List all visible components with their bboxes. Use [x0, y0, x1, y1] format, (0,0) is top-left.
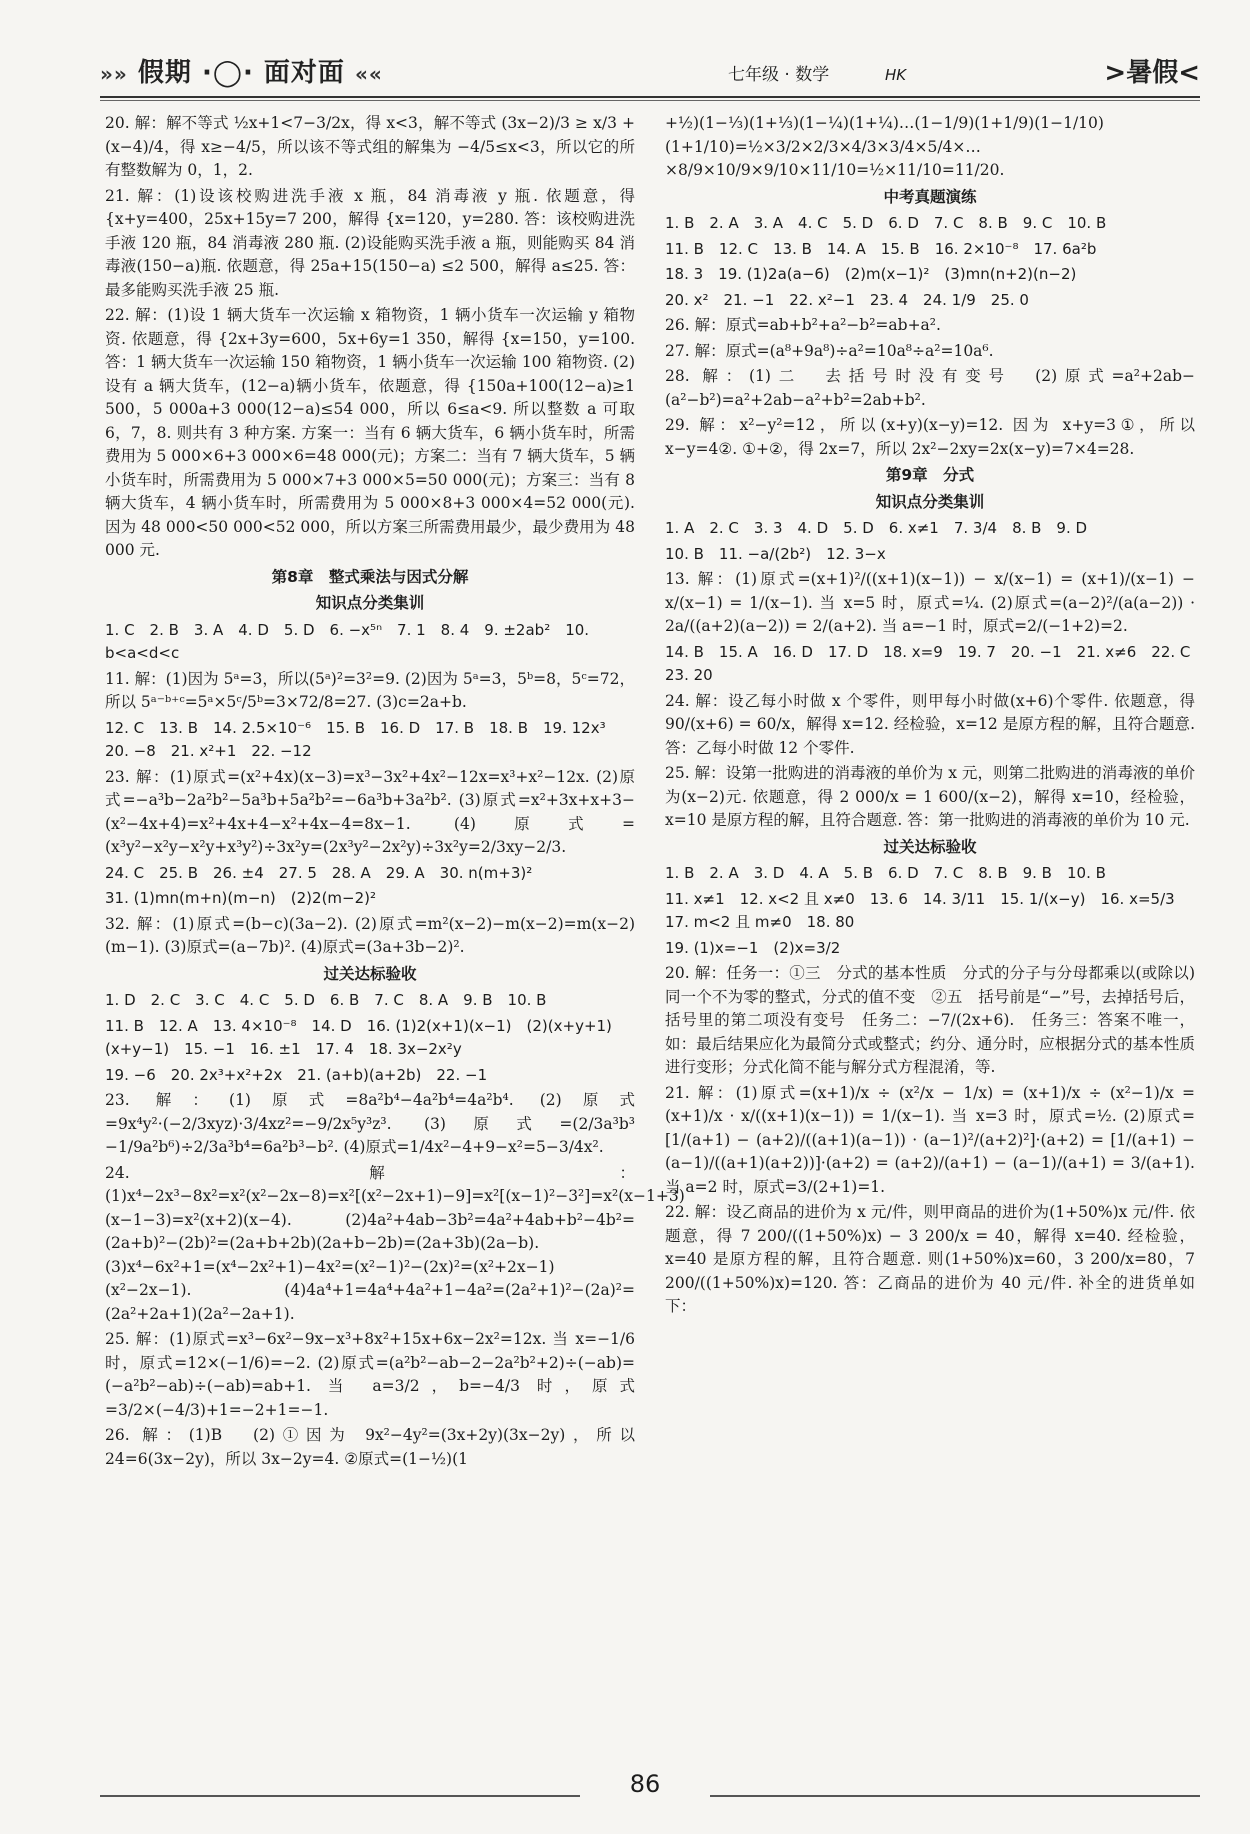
answer-24: 24. 解：设乙每小时做 x 个零件，则甲每小时做(x+6)个零件. 依题意，得 90/(x+6) = 60/x，解得 x=12. 经检验，x=12 是原方程的解，且符合题意. 答：乙每小时做 12 个零件.: [665, 691, 1195, 757]
answer-28: 28. 解：(1)二 去括号时没有变号 (2)原式=a²+2ab−(a²−b²)=a²+2ab−a²+b²=2ab+b².: [665, 367, 1195, 409]
answers-18-19: 18. 3 19. (1)2a(a−6) (2)m(x−1)² (3)mn(n+2)(n−2): [665, 265, 1077, 283]
section-title: 中考真题演练: [883, 187, 977, 206]
answer-22: 22. 解：(1)设 1 辆大货车一次运输 x 箱物资，1 辆小货车一次运输 y 箱物资. 依题意，得 {2x+3y=600，5x+6y=1 350，解得 {x=150，y=100. 答：1 辆大货车一次运输 150 箱物资，1 辆小货车一次运输 100 箱物资. (2)设有 a 辆大货车，(12−a)辆小货车，依题意，得 {150a+100(12−a)≥1 500，5 000a+3 000(12−a)≤54 000，所以 6≤a<9. 所以整数 a 可取 6，7，8. 则共有 3 种方案. 方案一：当有 6 辆大货车，6 辆小货车时，所需费用为 5 000×6+3 000×6=48 000(元)；方案二：当有 7 辆大货车，5 辆小货车时，所需费用为 5 000×7+3 000×5=50 000(元)；方案三：当有 8 辆大货车，4 辆小货车时，所需费用为 5 000×8+3 000×4=52 000(元). 因为 48 000<50 000<52 000，所以方案三所需费用最少，最少费用为 48 000 元.: [105, 306, 635, 559]
answers-1-10: 1. C 2. B 3. A 4. D 5. D 6. −x⁵ⁿ 7. 1 8. 4 9. ±2ab² 10. b<a<d<c: [105, 620, 590, 662]
page-number: 86: [629, 1770, 661, 1798]
answer-26: 26. 解：原式=ab+b²+a²−b²=ab+a².: [665, 316, 941, 334]
answers-20-25: 20. x² 21. −1 22. x²−1 23. 4 24. 1/9 25. 0: [665, 290, 1029, 309]
answer-29: 29. 解：x²−y²=12，所以(x+y)(x−y)=12. 因为 x+y=3①，所以 x−y=4②. ①+②，得 2x=7，所以 2x²−2xy=2x(x−y)=7×4=28.: [665, 416, 1195, 458]
chevron-icon: >: [1104, 58, 1127, 88]
answer-22: 22. 解：设乙商品的进价为 x 元/件，则甲商品的进价为(1+50%)x 元/件. 依题意，得 7 200/((1+50%)x) − 3 200/x = 40，解得 x=40. 经检验，x=40 是原方程的解，且符合题意. 则(1+50%)x=60，3 200/x=80，7 200/((1+50%)x)=120. 答：乙商品的进价为 40 元/件. 补全的进货单如下：: [665, 1203, 1195, 1315]
answer-23: 23. 解：(1)原式=(x²+4x)(x−3)=x³−3x²+4x²−12x=x³+x²−12x. (2)原式=−a³b−2a²b²−5a³b+5a²b²=−6a³b+3a²b². (3)原式=x²+3x+x+3−(x²−4x+4)=x²+4x+4−x²+4x−4=8x−1. (4)原式=(x³y²−x²y−x²y+x³y²)÷3x²y=(2x³y²−2x²y)÷3x²y=2/3xy−2/3.: [105, 767, 635, 856]
answer-13: 13. 解：(1)原式=(x+1)²/((x+1)(x−1)) − x/(x−1) = (x+1)/(x−1) − x/(x−1) = 1/(x−1). 当 x=5 时，原式=¼. (2)原式=(a−2)²/(a(a−2)) · 2a/((a+2)(a−2)) = 2/(a+2). 当 a=−1 时，原式=2/(−1+2)=2.: [665, 570, 1195, 635]
answer-21: 21. 解：(1)原式=(x+1)/x ÷ (x²/x − 1/x) = (x+1)/x ÷ (x²−1)/x = (x+1)/x · x/((x+1)(x−1)) = 1/(x−1). 当 x=3 时，原式=½. (2)原式=[1/(a+1) − (a+2)/((a+1)(a−1)) · (a−1)²/(a+2)²]·(a+2) = [1/(a+1) − (a−1)/((a+1)(a+2))]·(a+2) = (a+2)/(a+1) − (a−1)/(a+1) = 3/(a+1). 当 a=2 时，原式=3/(2+1)=1.: [665, 1083, 1195, 1196]
answer-25: 25. 解：设第一批购进的消毒液的单价为 x 元，则第二批购进的消毒液的单价为(x−2)元. 依题意，得 2 000/x = 1 600/(x−2)，解得 x=10，经检验，x=10 是原方程的解，且符合题意. 答：第一批购进的消毒液的单价为 10 元.: [665, 764, 1195, 829]
answers-24-30: 24. C 25. B 26. ±4 27. 5 28. A 29. A 30. n(m+3)²: [105, 863, 533, 882]
chevron-icon: <: [1178, 58, 1200, 88]
footer-rule: [100, 1795, 580, 1797]
footer-rule: [710, 1795, 1200, 1797]
grade-subject: 七年级 · 数学: [728, 65, 830, 85]
chevron-icon: »»: [100, 62, 128, 86]
section-title: 知识点分类集训: [875, 492, 985, 511]
answer-31: 31. (1)mn(m+n)(m−n) (2)2(m−2)²: [105, 889, 377, 907]
series-logo: »» 假期 ·◯· 面对面 ««: [100, 58, 383, 88]
answer-27: 27. 解：原式=(a⁸+9a⁸)÷a²=10a⁸÷a²=10a⁶.: [665, 341, 994, 360]
edition-label: HK: [885, 66, 907, 84]
section-title: 知识点分类集训: [315, 594, 425, 612]
answer-24: 24. 解：(1)x⁴−2x³−8x²=x²(x²−2x−8)=x²[(x²−2x+1)−9]=x²[(x−1)²−3²]=x²(x−1+3)(x−1−3)=x²(x+2)(x−4). (2)4a²+4ab−3b²=4a²+4ab+b²−4b²=(2a+b)²−(2b)²=(2a+b+2b)(2a+b−2b)=(2a+3b)(2a−b). (3)x⁴−6x²+1=(x⁴−2x²+1)−4x²=(x²−1)²−(2x)²=(x²+2x−1)(x²−2x−1). (4)4a⁴+1=4a⁴+4a²+1−4a²=(2a²+1)²−(2a)²=(2a²+2a+1)(2a²−2a+1).: [105, 1163, 685, 1323]
answer-23: 23. 解：(1)原式=8a²b⁴−4a²b⁴=4a²b⁴. (2)原式=9x⁴y²·(−2/3xyz)·3/4xz²=−9/2x⁵y³z³. (3)原式=(2/3a³b³ −1/9a²b⁶)÷2/3a³b⁴=6a²b³−b². (4)原式=1/4x²−4+9−x²=5−3/4x².: [105, 1091, 635, 1156]
page-header: [100, 50, 1200, 94]
chevron-icon: ««: [354, 62, 383, 86]
right-column: [665, 112, 1206, 1321]
left-column: [105, 112, 685, 1473]
chapter-8-title: 第8章 整式乘法与因式分解: [271, 567, 469, 586]
answer-11: 11. 解：(1)因为 5ᵃ=3，所以(5ᵃ)²=3²=9. (2)因为 5ᵃ=3，5ᵇ=8，5ᶜ=72，所以 5ᵃ⁻ᵇ⁺ᶜ=5ᵃ×5ᶜ/5ᵇ=3×72/8=27. (3)c=2a+b.: [105, 669, 635, 711]
answers-11-18: 11. x≠1 12. x<2 且 x≠0 13. 6 14. 3/11 15. 1/(x−y) 16. x=5/3 17. m<2 且 m≠0 18. 80: [665, 889, 1190, 931]
header-rule: [100, 100, 1200, 101]
answer-25: 25. 解：(1)原式=x³−6x²−9x−x³+8x²+15x+6x−2x²=12x. 当 x=−1/6 时，原式=12×(−1/6)=−2. (2)原式=(a²b²−ab−2−2a²b²+2)÷(−ab)=(−a²b²−ab)÷(−ab)=ab+1. 当 a=3/2，b=−4/3 时，原式=3/2×(−4/3)+1=−2+1=−1.: [105, 1330, 635, 1419]
season-label: >暑假<: [1104, 58, 1200, 88]
answer-20: 20. 解：任务一：①三 分式的基本性质 分式的分子与分母都乘以(或除以)同一个不为零的整式，分式的值不变 ②五 括号前是“−”号，去掉括号后，括号里的第二项没有变号 任务二：−7/(2x+6). 任务三：答案不唯一，如：最后结果应化为最简分式或整式；约分、通分时，应根据分式的基本性质进行变形；分式化简不能与解分式方程混淆，等.: [665, 964, 1195, 1076]
answer-21: 21. 解：(1)设该校购进洗手液 x 瓶，84 消毒液 y 瓶. 依题意，得 {x+y=400，25x+15y=7 200，解得 {x=120，y=280. 答：该校购进洗手液 120 瓶，84 消毒液 280 瓶. (2)设能购买洗手液 a 瓶，则能购买 84 消毒液(150−a)瓶. 依题意，得 25a+15(150−a) ≤2 500，解得 a≤25. 答：最多能购买洗手液 25 瓶.: [105, 186, 635, 299]
answers-1-9: 1. A 2. C 3. 3 4. D 5. D 6. x≠1 7. 3/4 8. B 9. D: [665, 519, 1088, 537]
answer-26: 26. 解：(1)B (2)①因为 9x²−4y²=(3x+2y)(3x−2y)，所以 24=6(3x−2y)，所以 3x−2y=4. ②原式=(1−½)(1: [105, 1426, 635, 1468]
chapter-9-title: 第9章 分式: [885, 466, 975, 484]
answers-1-10: 1. B 2. A 3. A 4. C 5. D 6. D 7. C 8. B 9. C 10. B: [665, 214, 1107, 232]
series-emblem: ·◯·: [201, 58, 264, 88]
header-rule: [100, 96, 1200, 98]
answers-10-12: 10. B 11. −a/(2b²) 12. 3−x: [665, 544, 886, 563]
answers-11-17: 11. B 12. C 13. B 14. A 15. B 16. 2×10⁻⁸ 17. 6a²b: [665, 239, 1097, 258]
answers-14-23: 14. B 15. A 16. D 17. D 18. x=9 19. 7 20. −1 21. x≠6 22. C 23. 20: [665, 642, 1206, 684]
answers-1-10: 1. B 2. A 3. D 4. A 5. B 6. D 7. C 8. B 9. B 10. B: [665, 864, 1106, 882]
answers-1-10: 1. D 2. C 3. C 4. C 5. D 6. B 7. C 8. A 9. B 10. B: [105, 991, 547, 1009]
section-title: 过关达标验收: [323, 964, 417, 983]
answers-11-18: 11. B 12. A 13. 4×10⁻⁸ 14. D 16. (1)2(x+1)(x−1) (2)(x+y+1)(x+y−1) 15. −1 16. ±1 17. 4 18. 3x−2x²y: [105, 1016, 612, 1058]
answer-26-continued: +½)(1−⅓)(1+⅓)(1−¼)(1+¼)…(1−1/9)(1+1/9)(1−1/10)(1+1/10)=½×3/2×2/3×4/3×3/4×5/4×…×8/9×10/9×9/10×11/10=½×11/10=11/20.: [665, 114, 1104, 179]
answer-20: 20. 解：解不等式 ½x+1<7−3/2x，得 x<3，解不等式 (3x−2)/3 ≥ x/3 + (x−4)/4，得 x≥−4/5，所以该不等式组的解集为 −4/5≤x<3，所以它的所有整数解为 0，1，2.: [105, 114, 635, 179]
section-title: 过关达标验收: [883, 837, 977, 856]
answers-12-22: 12. C 13. B 14. 2.5×10⁻⁶ 15. B 16. D 17. B 18. B 19. 12x³ 20. −8 21. x²+1 22. −12: [105, 718, 621, 760]
answer-32: 32. 解：(1)原式=(b−c)(3a−2). (2)原式=m²(x−2)−m(x−2)=m(x−2)(m−1). (3)原式=(a−7b)². (4)原式=(3a+3b−2)².: [105, 914, 635, 956]
answer-19: 19. (1)x=−1 (2)x=3/2: [665, 938, 841, 957]
answers-19-22: 19. −6 20. 2x³+x²+2x 21. (a+b)(a+2b) 22. −1: [105, 1065, 488, 1084]
